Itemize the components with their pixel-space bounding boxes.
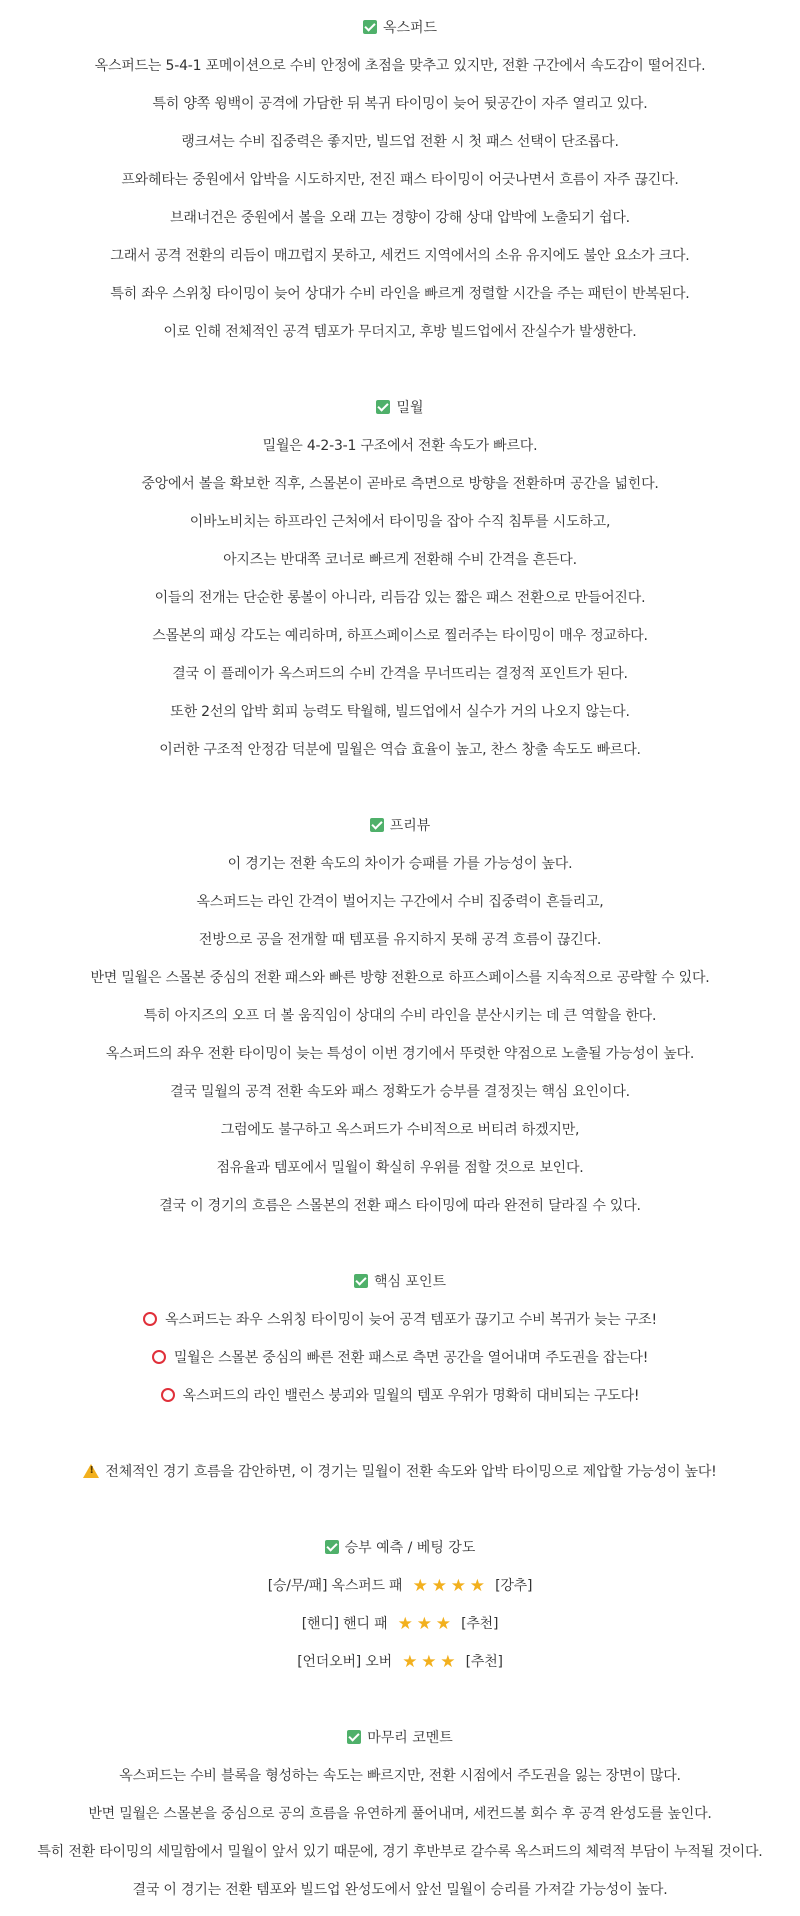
section-title: 마무리 코멘트: [367, 1730, 453, 1746]
prediction-label: [승/무/패] 옥스퍼드 패: [267, 1578, 403, 1594]
paragraph-line: 결국 이 경기는 전환 템포와 빌드업 완성도에서 앞선 밀월이 승리를 가져갈 가능성이 높다.: [132, 1882, 668, 1898]
paragraph-line: 이러한 구조적 안정감 덕분에 밀월은 역습 효율이 높고, 찬스 창출 속도도 빠르다.: [159, 742, 641, 758]
section-heading: [0, 396, 800, 434]
section-title: 핵심 포인트: [373, 1274, 447, 1290]
paragraph-line: 랭크셔는 수비 집중력은 좋지만, 빌드업 전환 시 첫 패스 선택이 단조롭다.: [181, 134, 619, 150]
star-icon: ★: [397, 1614, 413, 1634]
section-heading: [0, 1726, 800, 1764]
warning-text: 전체적인 경기 흐름을 감안하면, 이 경기는 밀월이 전환 속도와 압박 타이밍으로 제압할 가능성이 높다!: [105, 1464, 717, 1480]
check-icon: [363, 20, 377, 34]
paragraph-line: 특히 양쪽 윙백이 공격에 가담한 뒤 복귀 타이밍이 늦어 뒷공간이 자주 열리고 있다.: [152, 96, 648, 112]
paragraph-line: 전방으로 공을 전개할 때 템포를 유지하지 못해 공격 흐름이 끊긴다.: [198, 932, 602, 948]
section-heading: [0, 814, 800, 852]
check-icon: [376, 400, 390, 414]
star-icon: ★: [402, 1652, 418, 1672]
paragraph-line: 그래서 공격 전환의 리듬이 매끄럽지 못하고, 세컨드 지역에서의 소유 유지에도 불안 요소가 크다.: [110, 248, 690, 264]
section-prediction: [0, 1536, 800, 1688]
paragraph-line: 밀월은 4-2-3-1 구조에서 전환 속도가 빠르다.: [262, 438, 538, 454]
key-point-item: [0, 1346, 800, 1384]
prediction-label: [핸디] 핸디 패: [301, 1616, 388, 1632]
paragraph-line: 이 경기는 전환 속도의 차이가 승패를 가를 가능성이 높다.: [227, 856, 573, 872]
prediction-strength: [추천]: [465, 1654, 503, 1670]
paragraph-line: 옥스퍼드는 수비 블록을 형성하는 속도는 빠르지만, 전환 시점에서 주도권을 잃는 장면이 많다.: [119, 1768, 681, 1784]
paragraph-line: 프와헤타는 중원에서 압박을 시도하지만, 전진 패스 타이밍이 어긋나면서 흐름이 자주 끊긴다.: [121, 172, 679, 188]
red-circle-icon: [143, 1312, 157, 1326]
paragraph-line: 특히 전환 타이밍의 세밀함에서 밀월이 앞서 있기 때문에, 경기 후반부로 갈수록 옥스퍼드의 체력적 부담이 누적될 것이다.: [37, 1844, 763, 1860]
paragraph-line: 이들의 전개는 단순한 롱볼이 아니라, 리듬감 있는 짧은 패스 전환으로 만들어진다.: [154, 590, 646, 606]
star-icon: ★: [431, 1576, 447, 1596]
paragraph-line: 결국 이 플레이가 옥스퍼드의 수비 간격을 무너뜨리는 결정적 포인트가 된다.: [172, 666, 628, 682]
paragraph-line: 특히 좌우 스위칭 타이밍이 늦어 상대가 수비 라인을 빠르게 정렬할 시간을 주는 패턴이 반복된다.: [110, 286, 690, 302]
key-point-text: 밀월은 스몰본 중심의 빠른 전환 패스로 측면 공간을 열어내며 주도권을 잡는다!: [173, 1350, 649, 1366]
section-title: 밀월: [396, 400, 424, 416]
section-oxford: [0, 16, 800, 358]
check-icon: [325, 1540, 339, 1554]
paragraph-line: 또한 2선의 압박 회피 능력도 탁월해, 빌드업에서 실수가 거의 나오지 않는다.: [170, 704, 630, 720]
section-heading: [0, 1536, 800, 1574]
prediction-row: [0, 1612, 800, 1650]
warning-line: [0, 1460, 800, 1498]
star-icon: ★: [469, 1576, 485, 1596]
section-title: 옥스퍼드: [382, 20, 438, 36]
key-point-item: [0, 1308, 800, 1346]
prediction-row: [0, 1650, 800, 1688]
star-rating: [396, 1616, 453, 1632]
key-point-text: 옥스퍼드는 좌우 스위칭 타이밍이 늦어 공격 템포가 끊기고 수비 복귀가 늦는 구조!: [165, 1312, 657, 1328]
paragraph-line: 이바노비치는 하프라인 근처에서 타이밍을 잡아 수직 침투를 시도하고,: [189, 514, 611, 530]
section-title: 프리뷰: [389, 818, 431, 834]
section-closing: [0, 1726, 800, 1916]
prediction-row: [0, 1574, 800, 1612]
paragraph-line: 스몰본의 패싱 각도는 예리하며, 하프스페이스로 찔러주는 타이밍이 매우 정교하다.: [152, 628, 648, 644]
paragraph-line: 옥스퍼드는 라인 간격이 벌어지는 구간에서 수비 집중력이 흔들리고,: [196, 894, 604, 910]
paragraph-line: 중앙에서 볼을 확보한 직후, 스몰본이 곧바로 측면으로 방향을 전환하며 공간을 넓힌다.: [141, 476, 659, 492]
paragraph-line: 반면 밀월은 스몰본을 중심으로 공의 흐름을 유연하게 풀어내며, 세컨드볼 회수 후 공격 완성도를 높인다.: [88, 1806, 712, 1822]
star-icon: ★: [440, 1652, 456, 1672]
paragraph-line: 특히 아지즈의 오프 더 볼 움직임이 상대의 수비 라인을 분산시키는 데 큰 역할을 한다.: [143, 1008, 657, 1024]
prediction-strength: [강추]: [495, 1578, 533, 1594]
paragraph-line: 옥스퍼드의 좌우 전환 타이밍이 늦는 특성이 이번 경기에서 뚜렷한 약점으로 노출될 가능성이 높다.: [105, 1046, 695, 1062]
paragraph-line: 결국 밀월의 공격 전환 속도와 패스 정확도가 승부를 결정짓는 핵심 요인이다.: [170, 1084, 630, 1100]
paragraph-line: 아지즈는 반대쪽 코너로 빠르게 전환해 수비 간격을 흔든다.: [223, 552, 577, 568]
warning-icon: [83, 1464, 99, 1478]
check-icon: [370, 818, 384, 832]
section-key-points: [0, 1270, 800, 1422]
paragraph-line: 이로 인해 전체적인 공격 템포가 무더지고, 후방 빌드업에서 잔실수가 발생한다.: [163, 324, 637, 340]
paragraph-line: 그럼에도 불구하고 옥스퍼드가 수비적으로 버티려 하겠지만,: [220, 1122, 580, 1138]
red-circle-icon: [152, 1350, 166, 1364]
prediction-strength: [추천]: [461, 1616, 499, 1632]
star-icon: ★: [435, 1614, 451, 1634]
section-millwall: [0, 396, 800, 776]
section-heading: [0, 1270, 800, 1308]
star-icon: ★: [421, 1652, 437, 1672]
paragraph-line: 점유율과 템포에서 밀월이 확실히 우위를 점할 것으로 보인다.: [216, 1160, 584, 1176]
section-heading: [0, 16, 800, 54]
paragraph-line: 옥스퍼드는 5-4-1 포메이션으로 수비 안정에 초점을 맞추고 있지만, 전환 구간에서 속도감이 떨어진다.: [94, 58, 706, 74]
paragraph-line: 브래너건은 중원에서 볼을 오래 끄는 경향이 강해 상대 압박에 노출되기 쉽다.: [170, 210, 630, 226]
star-rating: [400, 1654, 457, 1670]
section-warning: [0, 1460, 800, 1498]
red-circle-icon: [161, 1388, 175, 1402]
section-title: 승부 예측 / 베팅 강도: [344, 1540, 476, 1556]
star-icon: ★: [450, 1576, 466, 1596]
key-point-item: [0, 1384, 800, 1422]
key-point-text: 옥스퍼드의 라인 밸런스 붕괴와 밀월의 템포 우위가 명확히 대비되는 구도다!: [182, 1388, 640, 1404]
section-preview: [0, 814, 800, 1232]
star-icon: ★: [412, 1576, 428, 1596]
check-icon: [354, 1274, 368, 1288]
star-icon: ★: [416, 1614, 432, 1634]
paragraph-line: 결국 이 경기의 흐름은 스몰본의 전환 패스 타이밍에 따라 완전히 달라질 수 있다.: [159, 1198, 641, 1214]
prediction-label: [언더오버] 오버: [297, 1654, 392, 1670]
check-icon: [347, 1730, 361, 1744]
star-rating: [411, 1578, 487, 1594]
paragraph-line: 반면 밀월은 스몰본 중심의 전환 패스와 빠른 방향 전환으로 하프스페이스를 지속적으로 공략할 수 있다.: [90, 970, 710, 986]
